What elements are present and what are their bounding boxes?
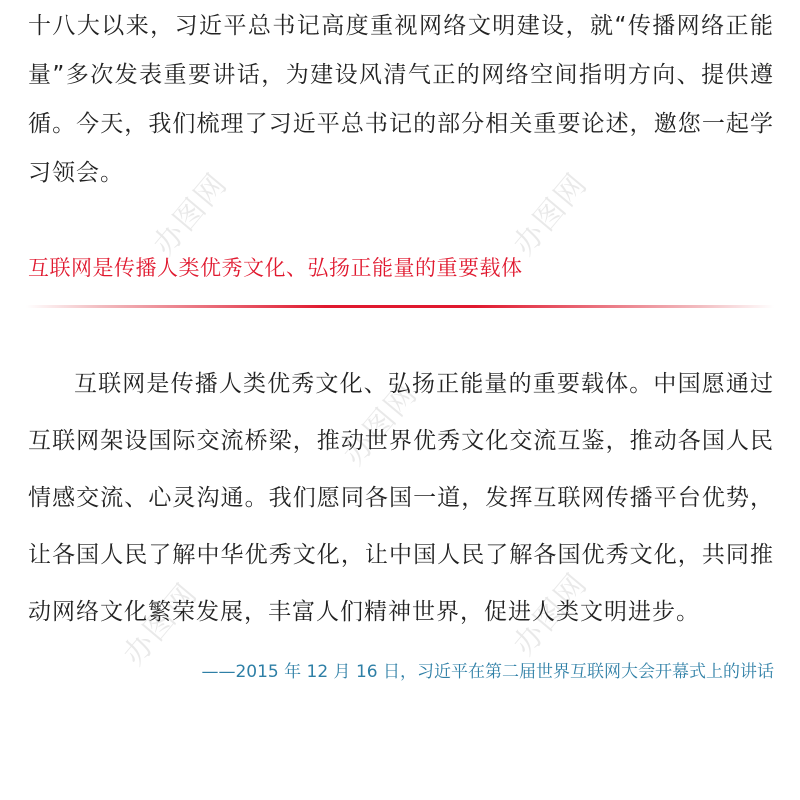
watermark-logo: 办图网	[116, 576, 205, 673]
quote-paragraph: 互联网是传播人类优秀文化、弘扬正能量的重要载体。中国愿通过互联网架设国际交流桥梁，推动世界优秀文化交流互鉴，推动各国人民情感交流、心灵沟通。我们愿同各国一道，发挥互联网传播平台优势，让各国人民了解中华优秀文化，让中国人民了解各国优秀文化，共同推动网络文化繁荣发展，丰富人们精神世界，促进人类文明进步。	[28, 371, 774, 625]
quote-source: ——2015 年 12 月 16 日，习近平在第二届世界互联网大会开幕式上的讲话	[201, 662, 774, 682]
section-divider	[26, 305, 774, 308]
section-heading: 互联网是传播人类优秀文化、弘扬正能量的重要载体	[28, 256, 523, 280]
intro-paragraph: 十八大以来，习近平总书记高度重视网络文明建设，就“传播网络正能量”多次发表重要讲话，为建设风清气正的网络空间指明方向、提供遵循。今天，我们梳理了习近平总书记的部分相关重要论述，邀您一起学习领会。	[28, 13, 774, 186]
watermark-logo: 办图网	[506, 166, 595, 263]
watermark-logo: 办图网	[336, 376, 425, 473]
watermark-logo: 办图网	[506, 566, 595, 663]
watermark-logo: 办图网	[146, 166, 235, 263]
